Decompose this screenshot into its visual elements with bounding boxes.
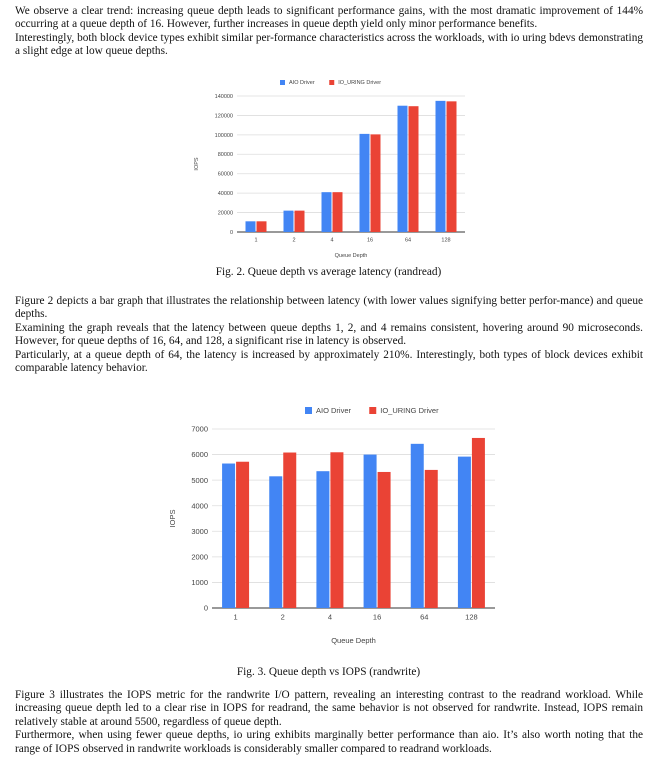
x-tick-label: 16	[366, 237, 374, 244]
figure-3-bar-chart	[165, 400, 505, 650]
bar-aio	[246, 221, 256, 232]
legend-label: IO_URING Driver	[338, 80, 382, 86]
figure-3-caption: Fig. 3. Queue depth vs IOPS (randwrite)	[236, 666, 421, 678]
y-tick-label: 100000	[214, 132, 233, 139]
bar-io-uring	[447, 101, 457, 232]
final-paragraph: Figure 3 illustrates the IOPS metric for the randwrite I/O pattern, revealing an interesting contrast to the readrand workload. While increasing queue depth led to a clear rise in IOPS for readrand, the same behavior is not observed for randwrite. Instead, IOPS remain relatively stable at around 5500, regardless of queue depth.	[15, 689, 643, 728]
legend-label: IO_URING Driver	[380, 406, 439, 415]
bar-io-uring	[472, 438, 485, 608]
y-tick-label: 120000	[214, 113, 233, 120]
legend-swatch	[369, 407, 376, 414]
bar-io-uring	[425, 470, 438, 608]
y-tick-label: 2000	[191, 552, 208, 562]
y-tick-label: 3000	[191, 526, 208, 536]
x-tick-label: 1	[233, 612, 238, 622]
bar-aio	[458, 457, 471, 608]
middle-paragraph: Figure 2 depicts a bar graph that illustrates the relationship between latency (with lower values signifying better perfor-mance) and queue depths.	[15, 295, 643, 321]
y-tick-label: 0	[229, 229, 233, 236]
x-tick-label: 4	[330, 237, 334, 244]
x-tick-label: 128	[441, 237, 451, 244]
x-tick-label: 64	[404, 237, 412, 244]
x-tick-label: 4	[327, 612, 333, 622]
bar-io-uring	[330, 452, 343, 608]
y-tick-label: 7000	[191, 424, 208, 434]
y-tick-label: 6000	[191, 450, 208, 460]
legend-label: AIO Driver	[316, 406, 352, 415]
bar-io-uring	[371, 134, 381, 232]
bar-aio	[360, 134, 370, 232]
middle-paragraph: Particularly, at a queue depth of 64, the latency is increased by approximately 210%. Interestingly, both types of block devices exhibit comparable latency behavior.	[15, 348, 643, 375]
y-tick-label: 40000	[217, 191, 233, 198]
middle-text	[15, 295, 643, 375]
x-tick-label: 1	[254, 237, 258, 244]
legend-swatch	[329, 80, 334, 85]
bar-io-uring	[295, 211, 305, 232]
x-tick-label: 2	[292, 237, 296, 244]
x-tick-label: 128	[465, 612, 478, 622]
y-tick-label: 60000	[217, 171, 233, 178]
y-axis-label: IOPS	[194, 157, 200, 171]
y-tick-label: 140000	[214, 93, 233, 100]
legend-swatch	[280, 80, 285, 85]
bar-io-uring	[236, 462, 249, 608]
final-paragraph: Furthermore, when using fewer queue depths, io uring exhibits marginally better performance than aio. It’s also worth noting that the range of IOPS observed in randwrite workloads is considerably smaller compared to readrand workloads.	[15, 729, 643, 755]
bar-aio	[364, 455, 377, 608]
bar-io-uring	[333, 192, 343, 232]
y-tick-label: 5000	[191, 475, 208, 485]
bar-aio	[436, 101, 446, 232]
x-tick-label: 64	[420, 612, 429, 622]
x-axis-label: Queue Depth	[331, 636, 376, 645]
middle-paragraph: Examining the graph reveals that the latency between queue depths 1, 2, and 4 remains consistent, hovering around 90 microseconds. However, for queue depths of 16, 64, and 128, a significant rise in latency is observed.	[15, 321, 643, 348]
legend-label: AIO Driver	[289, 80, 315, 86]
y-tick-label: 0	[203, 603, 208, 613]
intro-paragraph: We observe a clear trend: increasing queue depth leads to significant performance gains, with the most dramatic improvement of 144% occurring at a queue depth of 16. However, further increases in queue depth yield only minor performance benefits.	[15, 5, 643, 31]
bar-io-uring	[257, 221, 267, 232]
x-axis-label: Queue Depth	[334, 253, 368, 259]
bar-aio	[269, 476, 282, 608]
bar-aio	[284, 211, 294, 232]
bar-io-uring	[409, 106, 419, 232]
bar-aio	[222, 464, 235, 608]
figure-2-caption: Fig. 2. Queue depth vs average latency (randread)	[215, 266, 442, 278]
legend-swatch	[305, 407, 312, 414]
bar-io-uring	[283, 453, 296, 608]
final-text	[15, 689, 643, 756]
bar-aio	[322, 192, 332, 232]
bar-io-uring	[378, 472, 391, 608]
intro-text	[15, 5, 643, 59]
x-tick-label: 16	[372, 612, 382, 622]
figure-2-bar-chart	[180, 74, 480, 264]
bar-aio	[398, 106, 408, 232]
y-tick-label: 4000	[191, 501, 208, 511]
y-tick-label: 20000	[217, 210, 233, 217]
y-tick-label: 80000	[217, 152, 233, 159]
x-tick-label: 2	[280, 612, 285, 622]
bar-aio	[411, 444, 424, 608]
y-axis-label: IOPS	[168, 509, 177, 528]
y-tick-label: 1000	[191, 578, 208, 588]
intro-paragraph: Interestingly, both block device types exhibit similar per-formance characteristics across the workloads, with io uring bdevs demonstrating a slight edge at low queue depths.	[15, 31, 643, 58]
bar-aio	[316, 471, 329, 608]
